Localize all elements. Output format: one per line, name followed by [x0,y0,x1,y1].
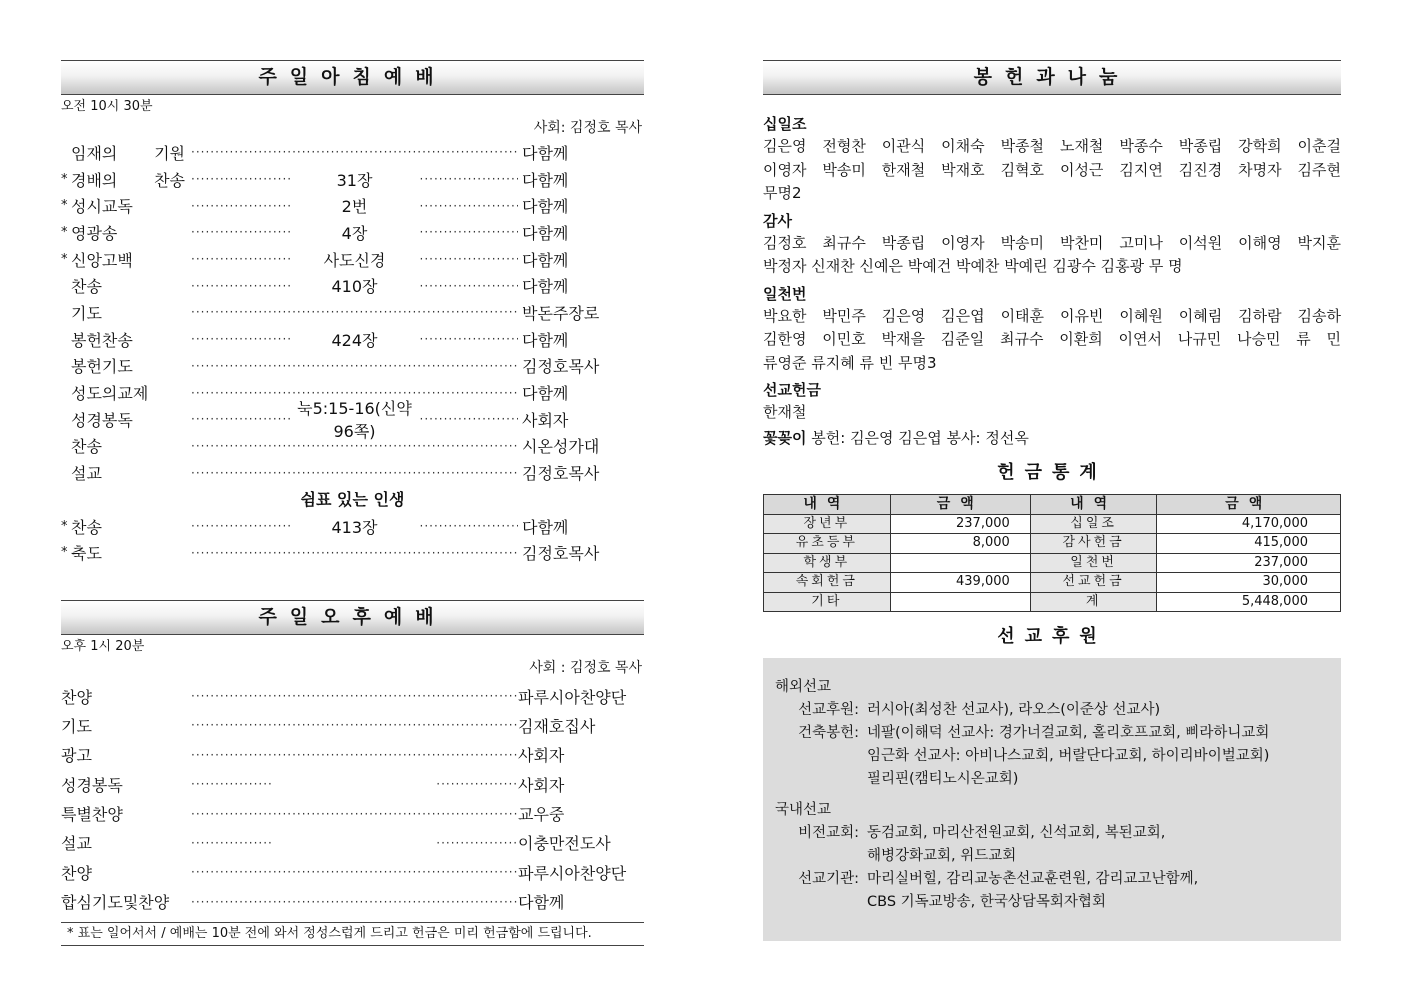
cell-amount [890,592,1030,612]
leader-dots [191,894,518,910]
leader-dots [191,747,518,763]
order-leader: 이충만전도사 [518,834,611,854]
offering-header: 봉헌과나눔 [763,60,1341,95]
col-header: 내역 [1030,495,1157,515]
leader-dots [191,545,518,561]
order-detail: 눅5:15-16(신약96쪽) [297,399,412,442]
leader-dots [191,688,518,704]
cell-amount: 4,170,000 [1157,514,1341,534]
order-detail: 413장 [331,517,378,537]
right-column [763,60,1341,941]
mission-offering-names [763,401,1341,425]
mission-value: 필리핀(캠티노시온교회) [867,771,1019,787]
mission-line [775,722,1329,745]
mission-key: 선교후원: [798,702,859,718]
mission-line [775,891,1329,914]
name-line: 김한영 이민호 박재을 김준일 최규수 이환희 이연서 나규민 나승민 류 민 [763,330,1341,348]
col-header: 내역 [764,495,891,515]
order-detail: 424장 [331,330,378,350]
mission-key [775,845,859,868]
leader-dots [420,224,519,240]
cell-amount: 8,000 [890,534,1030,554]
leader-dots [191,171,290,187]
leader-dots [191,864,518,880]
leader-dots [191,776,273,792]
order-leader: 김정호목사 [522,357,600,377]
order-name: 찬송 [71,437,102,457]
leader-dots [191,251,290,267]
cell-item: 선교헌금 [1030,573,1157,593]
order-detail: 31장 [336,170,373,190]
leader-dots [191,224,290,240]
order-detail: 4장 [341,223,368,243]
leader-dots [420,198,519,214]
order-leader: 다함께 [522,223,569,243]
leader-dots [420,518,519,534]
cell-item: 계 [1030,592,1157,612]
missions-title: 선교후원 [997,626,1107,647]
cell-item: 유초등부 [764,534,891,554]
table-row [764,514,1341,534]
sermon-title: 쉼표 있는 인생 [300,489,405,509]
morning-order-list [61,139,644,486]
order-leader: 다함께 [522,250,569,270]
mission-value: 네팔(이해덕 선교사: 경가너걸교회, 홀리호프교회, 삐라하니교회 [867,725,1270,741]
order-name: 찬양 [61,687,92,707]
mission-line [775,768,1329,791]
morning-time: 오전 10시 30분 [61,99,153,114]
order-leader: 다함께 [522,384,569,404]
mission-key [775,768,859,791]
order-detail: 사도신경 [323,250,386,270]
leader-dots [420,251,519,267]
leader-dots [420,278,519,294]
leader-dots [191,358,518,374]
cell-amount: 237,000 [1157,553,1341,573]
afternoon-service-header: 주일오후예배 [61,600,644,635]
order-leader: 다함께 [522,517,569,537]
order-mark: * [61,251,68,267]
leader-dots [420,171,519,187]
order-name: 특별찬양 [61,805,123,825]
name-line: 무명2 [763,184,802,202]
order-name: 설교 [61,834,92,854]
name-line: 한재철 [763,403,807,421]
leader-dots [191,438,518,454]
leader-dots [191,465,518,481]
order-mark: * [61,198,68,214]
order-mark: * [61,224,68,240]
order-row [61,740,644,769]
thanks-label: 감사 [763,211,792,230]
leader-dots [436,776,518,792]
mission-line [775,699,1329,722]
order-name: 성경봉독 [61,775,123,795]
mission-value: 러시아(최성찬 선교사), 라오스(이준상 선교사) [867,702,1161,718]
order-leader: 파루시아찬양단 [518,687,627,707]
order-name: 합심기도및찬양 [61,893,170,913]
order-leader: 시온성가대 [522,437,600,457]
leader-dots [191,717,518,733]
col-header: 금액 [1157,495,1341,515]
leader-dots [191,806,518,822]
order-name: 광고 [61,746,92,766]
cell-amount: 5,448,000 [1157,592,1341,612]
order-name: 신앙고백 [71,250,133,270]
order-leader: 다함께 [522,197,569,217]
mission-offering-label: 선교헌금 [763,381,821,399]
order-name: 찬송 [71,517,102,537]
order-name: 기도 [61,716,92,736]
left-column [61,60,644,946]
tithe-label: 십일조 [763,115,807,133]
order-row [61,799,644,828]
order-row [61,139,644,166]
order-leader: 김정호목사 [522,544,600,564]
table-row [764,553,1341,573]
mission-key: 건축봉헌: [798,725,859,741]
leader-dots [191,835,273,851]
order-mark: * [61,518,68,534]
order-name: 성시교독 [71,197,133,217]
table-row [764,592,1341,612]
leader-dots [420,411,519,427]
order-row [61,887,644,916]
domestic-list [775,822,1329,914]
mission-line [775,845,1329,868]
order-row [61,828,644,857]
name-line: 박요한 박민주 김은영 김은엽 이태훈 이유빈 이혜원 이혜림 김하람 김송하 [763,306,1341,325]
cell-item: 속회헌금 [764,573,891,593]
mission-key: 비전교회: [798,825,859,841]
order-leader: 다함께 [518,893,565,913]
order-row [61,399,644,442]
order-row [61,353,644,380]
name-line: 이영자 박송미 한재철 박재호 김혁호 이성근 김지연 김진경 차명자 김주현 [763,160,1341,179]
flower-line [763,427,1341,451]
cell-item: 십일조 [1030,514,1157,534]
order-row [61,681,644,710]
afternoon-order-list [61,681,644,916]
name-line: 류영준 류지혜 류 빈 무명3 [763,353,937,372]
order-name: 축도 [71,544,102,564]
order-leader: 김정호목사 [522,464,600,484]
mission-value: 마리실버힐, 감리교농촌선교훈련원, 감리교고난함께, [867,871,1199,887]
order-name: 찬양 [61,863,92,883]
footer-note: * 표는 일어서서 / 예배는 10분 전에 와서 정성스럽게 드리고 헌금은 미리 헌금함에 드립니다. [61,922,644,946]
mission-key [775,891,859,914]
leader-dots [436,835,518,851]
order-mark: * [61,545,68,561]
tithe-names [763,135,1341,206]
offering-stats-table [763,494,1341,612]
table-header-row [764,495,1341,515]
cell-item: 장년부 [764,514,891,534]
leader-dots [191,198,290,214]
order-name: 임재의 기원 [71,143,185,163]
name-line: 김정호 최규수 박종립 이영자 박송미 박찬미 고미나 이석원 이해영 박지훈 [763,233,1341,252]
thanks-names [763,232,1341,279]
cell-item: 감사헌금 [1030,534,1157,554]
mission-line [775,822,1329,845]
order-row [61,166,644,193]
order-leader: 사회자 [518,746,565,766]
mission-value: CBS 기독교방송, 한국상담목회자협회 [867,894,1106,910]
afternoon-presider: 사회 : 김정호 목사 [529,660,642,677]
leader-dots [420,331,519,347]
order-leader: 박돈주장로 [522,303,600,323]
order-name: 성경봉독 [71,410,133,430]
order-row [61,272,644,299]
cell-amount [890,553,1030,573]
mission-value: 임근화 선교사: 아비나스교회, 버랄단다교회, 하이리바이벌교회) [867,748,1270,764]
leader-dots [191,304,518,320]
order-detail: 410장 [331,277,378,297]
order-row [61,769,644,798]
order-name: 찬송 [71,277,102,297]
order-row [61,219,644,246]
overseas-label: 해외선교 [775,679,832,695]
missions-box [763,658,1341,941]
mission-value: 해병강화교회, 위드교회 [867,848,1017,864]
flower-label: 꽃꽂이 [763,428,807,447]
order-mark: * [61,171,68,187]
domestic-label: 국내선교 [775,802,832,818]
flower-text: 봉헌: 김은영 김은엽 봉사: 정선옥 [811,428,1029,447]
mission-line [775,868,1329,891]
leader-dots [191,411,290,427]
order-name: 봉헌기도 [71,357,133,377]
mission-line [775,745,1329,768]
order-leader: 사회자 [522,410,569,430]
cell-amount: 237,000 [890,514,1030,534]
order-row [61,192,644,219]
stats-title: 헌금통계 [997,462,1107,483]
leader-dots [191,144,518,160]
leader-dots [191,518,290,534]
order-name: 성도의교제 [71,384,149,404]
cell-item: 기타 [764,592,891,612]
table-row [764,534,1341,554]
cell-amount: 30,000 [1157,573,1341,593]
order-leader: 교우중 [518,805,565,825]
order-name: 경배의 찬송 [71,170,185,190]
order-leader: 다함께 [522,143,569,163]
morning-closing-list [61,513,644,566]
morning-service-header: 주일아침예배 [61,60,644,95]
name-line: 박정자 신재찬 신예은 박예건 박예찬 박예린 김광수 김홍광 무 명 [763,257,1183,275]
order-name: 설교 [71,464,102,484]
order-row [61,540,644,567]
order-leader: 사회자 [518,775,565,795]
name-line: 김은영 전형찬 이관식 이채숙 박종철 노재철 박종수 박종립 강학희 이춘걸 [763,137,1341,155]
mission-value: 동검교회, 마리산전원교회, 신석교회, 복된교회, [867,825,1166,841]
order-leader: 파루시아찬양단 [518,863,627,883]
col-header: 금액 [890,495,1030,515]
morning-presider: 사회: 김정호 목사 [533,120,642,136]
leader-dots [191,331,290,347]
order-row [61,459,644,486]
afternoon-time: 오후 1시 20분 [61,639,145,655]
order-leader: 다함께 [522,330,569,350]
thousand-names [763,305,1341,376]
order-name: 봉헌찬송 [71,330,133,350]
order-leader: 다함께 [522,277,569,297]
cell-item: 학생부 [764,553,891,573]
cell-item: 일천번 [1030,553,1157,573]
cell-amount: 439,000 [890,573,1030,593]
order-row [61,299,644,326]
cell-amount: 415,000 [1157,534,1341,554]
order-row [61,246,644,273]
thousand-label: 일천번 [763,284,807,303]
order-row [61,326,644,353]
order-row [61,711,644,740]
order-detail: 2번 [341,197,368,217]
leader-dots [191,278,290,294]
mission-key [775,745,859,768]
order-name: 기도 [71,303,102,323]
mission-key: 선교기관: [798,871,859,887]
overseas-list [775,699,1329,791]
order-leader: 다함께 [522,170,569,190]
order-leader: 김재호집사 [518,716,596,736]
order-row [61,513,644,540]
table-row [764,573,1341,593]
order-row [61,858,644,887]
order-name: 영광송 [71,223,118,243]
